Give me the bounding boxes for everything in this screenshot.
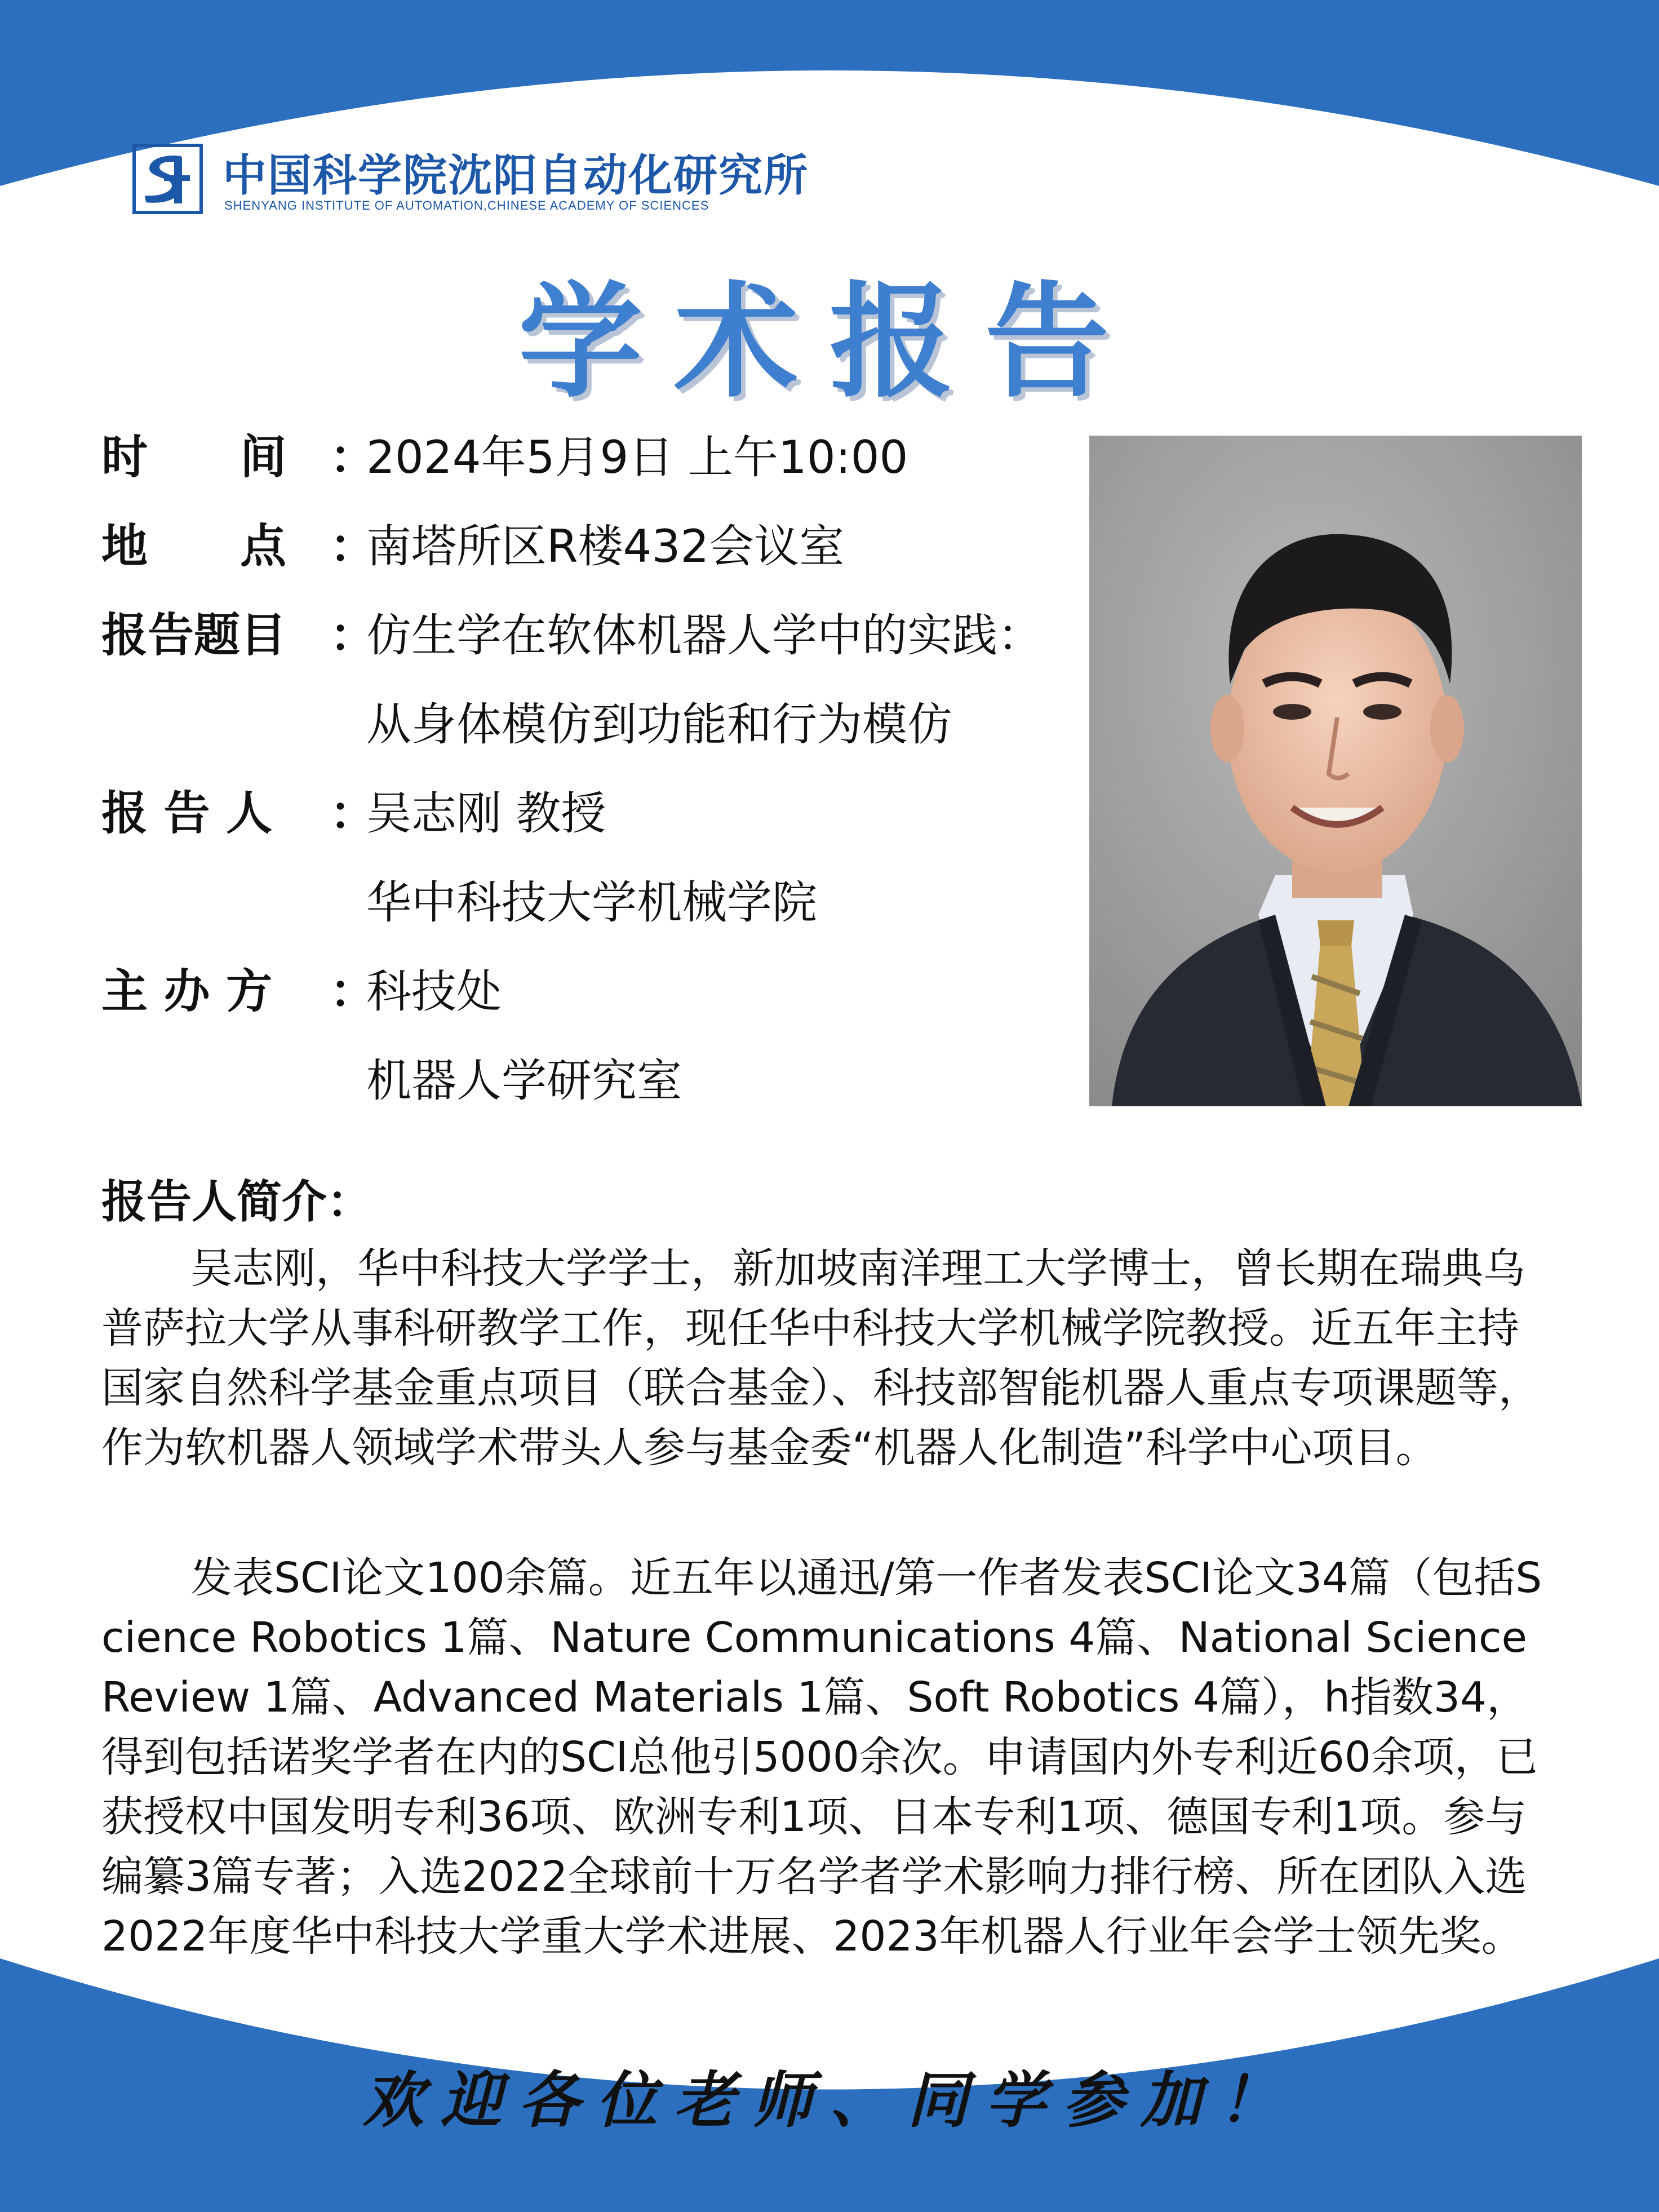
institute-name-en: SHENYANG INSTITUTE OF AUTOMATION,CHINESE ACADEMY OF SCIENCES: [224, 198, 709, 212]
bio-heading: 报告人简介：: [101, 1176, 372, 1228]
organizer-value-line1: 科技处: [366, 965, 502, 1018]
topic-colon: ：: [330, 609, 376, 662]
speaker-portrait: [1089, 436, 1582, 1106]
organizer-value-line2: 机器人学研究室: [366, 1054, 682, 1107]
topic-value-line1: 仿生学在软体机器人学中的实践：: [366, 609, 1043, 662]
bio-paragraph-1: 吴志刚，华中科技大学学士，新加坡南洋理工大学博士，曾长期在瑞典乌普萨拉大学从事科研教学工作，现任华中科技大学机械学院教授。近五年主持国家自然科学基金重点项目（联合基金）、科技部智能机器人重点专项课题等，作为软机器人领域学术带头人参与基金委“机器人化制造”科学中心项目。: [101, 1244, 1540, 1472]
time-colon: ：: [330, 431, 376, 484]
bio-paragraph-2: 发表SCI论文100余篇。近五年以通迅/第一作者发表SCI论文34篇（包括Science Robotics 1篇、Nature Communications 4篇、National Science Review 1篇、Advanced Materials 1篇、Soft Robotics 4篇），h指数34，得到包括诺奖学者在内的SCI总他引5000余次。申请国内外专利近60余项，已获授权中国发明专利36项、欧洲专利1项、日本专利1项、德国专利1项。参与编纂3篇专著；入选2022全球前十万名学者学术影响力排行榜、所在团队入选2022年度华中科技大学重大学术进展、2023年机器人行业年会学士领先奖。: [101, 1554, 1542, 1961]
topic-value-line2: 从身体模仿到功能和行为模仿: [366, 698, 952, 751]
speaker-photo: [1089, 436, 1582, 1106]
speaker-label: 报 告 人: [101, 787, 273, 840]
time-value: 2024年5月9日 上午10:00: [366, 431, 908, 484]
location-colon: ：: [330, 520, 376, 573]
speaker-value-line1: 吴志刚 教授: [366, 787, 606, 840]
welcome-message: 欢迎各位老师、同学参加！: [362, 2065, 1296, 2136]
institute-logo: [132, 144, 809, 220]
organizer-colon: ：: [330, 965, 376, 1018]
speaker-value-line2: 华中科技大学机械学院: [366, 876, 817, 929]
organizer-label: 主 办 方: [101, 965, 273, 1018]
location-value: 南塔所区R楼432会议室: [366, 520, 845, 573]
sia-logo-icon: [132, 144, 203, 214]
topic-label: 报告题目: [101, 609, 287, 662]
poster-title: 学术报告: [518, 270, 1141, 414]
institute-name-cn: 中国科学院沈阳自动化研究所: [223, 150, 809, 201]
speaker-colon: ：: [330, 787, 376, 840]
location-label: 地 点: [101, 520, 287, 573]
time-label: 时 间: [101, 431, 287, 484]
